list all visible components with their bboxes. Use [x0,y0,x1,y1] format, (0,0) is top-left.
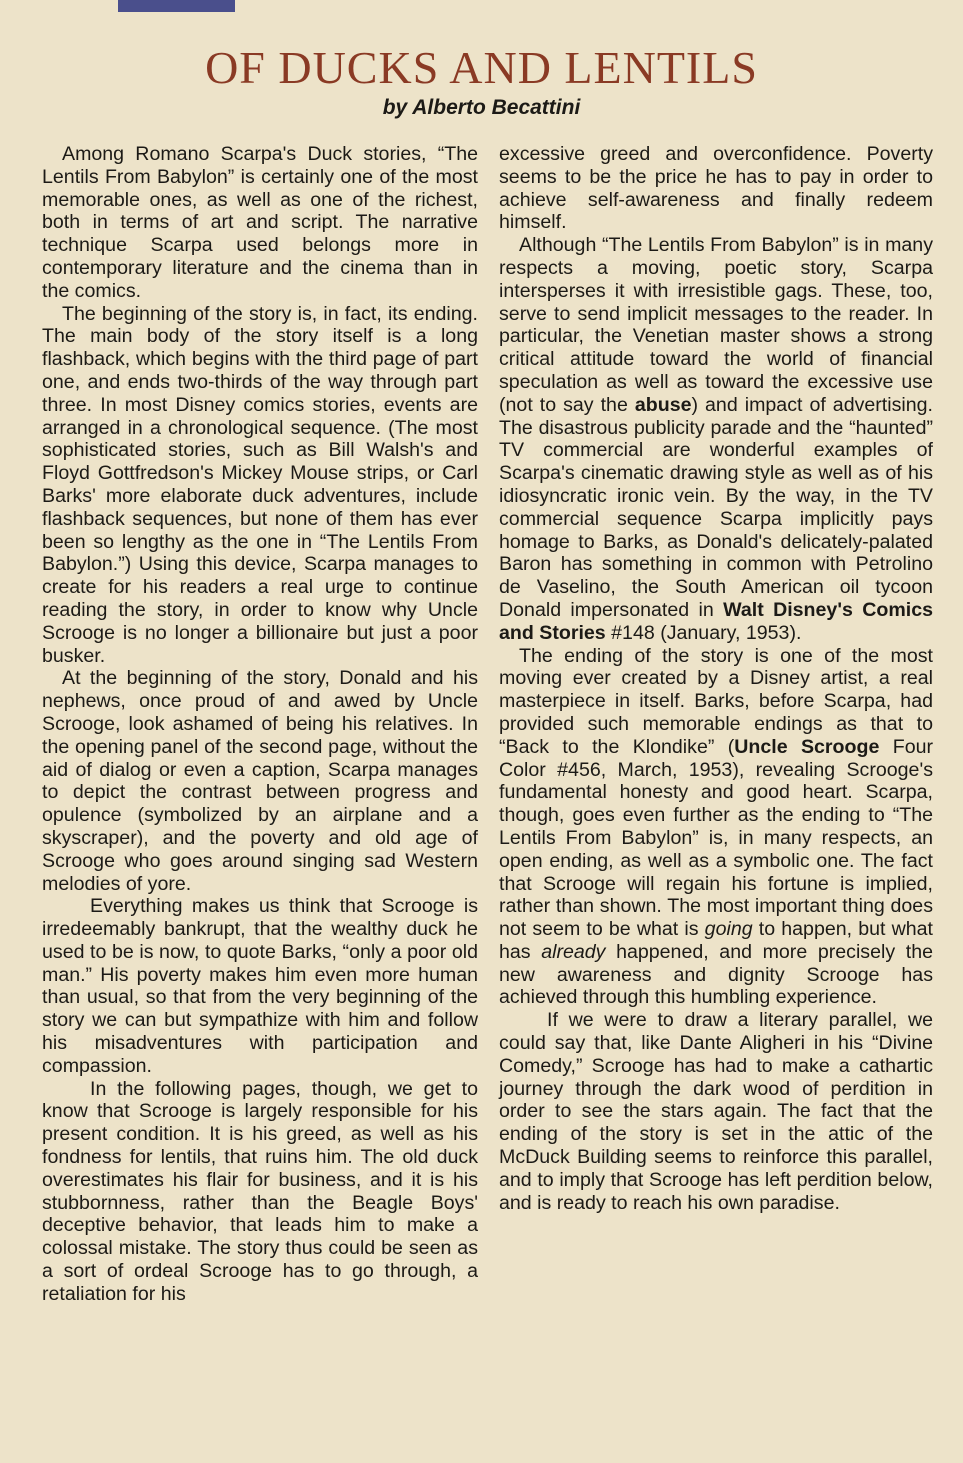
paragraph-ending-text-a: The ending of the story is one of the most moving ever created by a Disney artist, a real masterpiece in itself. Barks, before Scarpa, had provided such memorable endings as that to “Back to the Klondike” ( [499,644,933,758]
right-column [499,143,933,1214]
paragraph-ending-text-e: to happen, but what has [499,918,933,963]
paragraph-intro: Among Romano Scarpa's Duck stories, “The Lentils From Babylon” is certainly one of the most memorable ones, as well as one of the richest, both in terms of art and script. The narrative technique Scarpa used belongs more in contemporary literature and the cinema than in the comics. [42,143,478,302]
paragraph-gags-text-e: #148 (January, 1953). [605,621,802,644]
paragraph-gags-text-a: Although “The Lentils From Babylon” is in many respects a moving, poetic story, Scarpa intersperses it with irresistible gags. These, too, serve to send implicit messages to the reader. In particular, the Venetian master shows a strong critical attitude toward the world of financial speculation as well as toward the excessive use (not to say the [499,234,933,416]
article-byline: by Alberto Becattini [382,96,581,119]
header-color-tab [118,0,235,12]
paragraph-greed-continued: excessive greed and overconfidence. Poverty seems to be the price he has to pay in order to achieve self-awareness and finally redeem himself. [499,143,933,234]
bold-word-abuse: abuse [634,393,692,416]
paragraph-gags-text-c: ) and impact of advertising. The disastrous publicity parade and the “haunted” TV commercial are wonderful examples of Scarpa's cinematic drawing style as well as of his idiosyncratic ironic vein. By the way, in the TV commercial sequence Scarpa implicitly pays homage to Barks, as Donald's delicately-palated Baron has something in common with Petrolino de Vaselino, the South American oil tycoon Donald impersonated in [499,393,933,621]
paragraph-following-pages: In the following pages, though, we get to know that Scrooge is largely responsible for his present condition. It is his greed, as well as his fondness for lentils, that ruins him. The old duck overestimates his flair for business, and it is his stubbornness, rather than the Beagle Boys' deceptive behavior, that leads him to make a colossal mistake. The story thus could be seen as a sort of ordeal Scrooge has to go through, a retaliation for his [42,1077,478,1305]
italic-word-going: going [704,918,753,941]
bold-title-walt-disneys-comics: Walt Disney's Comics and Stories [499,598,933,644]
article-title: OF DUCKS AND LENTILS [205,42,758,93]
paragraph-donald-nephews: At the beginning of the story, Donald and his nephews, once proud of and awed by Uncle Scrooge, look ashamed of being his relatives. In the opening panel of the second page, without the aid of dialog or even a caption, Scarpa manages to depict the contrast between progress and opulence (symbolized by an airplane and a skyscraper), and the poverty and old age of Scrooge who goes around singing sad Western melodies of yore. [42,667,478,895]
paragraph-ending-text-c: Four Color #456, March, 1953), revealing Scrooge's fundamental honesty and good heart. Scarpa, though, goes even further as the ending to “The Lentils From Babylon” is, in many respects, an open ending, as well as a symbolic one. The fact that Scrooge will regain his fortune is implied, rather than shown. The most important thing does not seem to be what is [499,735,934,941]
paragraph-literary-parallel: If we were to draw a literary parallel, we could say that, like Dante Aligheri in his “Divine Comedy,” Scrooge has had to make a cathartic journey through the dark wood of perdition in order to see the stars again. The fact that the ending of the story is set in the attic of the McDuck Building seems to reinforce this parallel, and to imply that Scrooge has left perdition below, and is ready to reach his own paradise. [499,1009,933,1214]
paragraph-gags [499,234,933,644]
paragraph-ending-text-g: happened, and more precisely the new awareness and dignity Scrooge has achieved through this humbling experience. [499,940,933,1009]
left-column [42,143,478,1306]
bold-title-uncle-scrooge: Uncle Scrooge [734,735,880,758]
paragraph-beginning: The beginning of the story is, in fact, its ending. The main body of the story itself is a long flashback, which begins with the third page of part one, and ends two-thirds of the way through part three. In most Disney comics stories, events are arranged in a chronological sequence. (The most sophisticated stories, such as Bill Walsh's and Floyd Gottfredson's Mickey Mouse strips, or Carl Barks' more elaborate duck adventures, include flashback sequences, but none of them has ever been so lengthy as the one in “The Lentils From Babylon.”) Using this device, Scarpa manages to create for his readers a real urge to continue reading the story, in order to know why Uncle Scrooge is no longer a billionaire but just a poor busker. [42,302,478,667]
italic-word-already: already [541,940,606,963]
paragraph-ending [499,645,933,1010]
paragraph-bankrupt: Everything makes us think that Scrooge is irredeemably bankrupt, that the wealthy duck he used to be is now, to quote Barks, “only a poor old man.” His poverty makes him even more human than usual, so that from the very beginning of the story we can but sympathize with him and follow his misadventures with participation and compassion. [42,895,478,1077]
